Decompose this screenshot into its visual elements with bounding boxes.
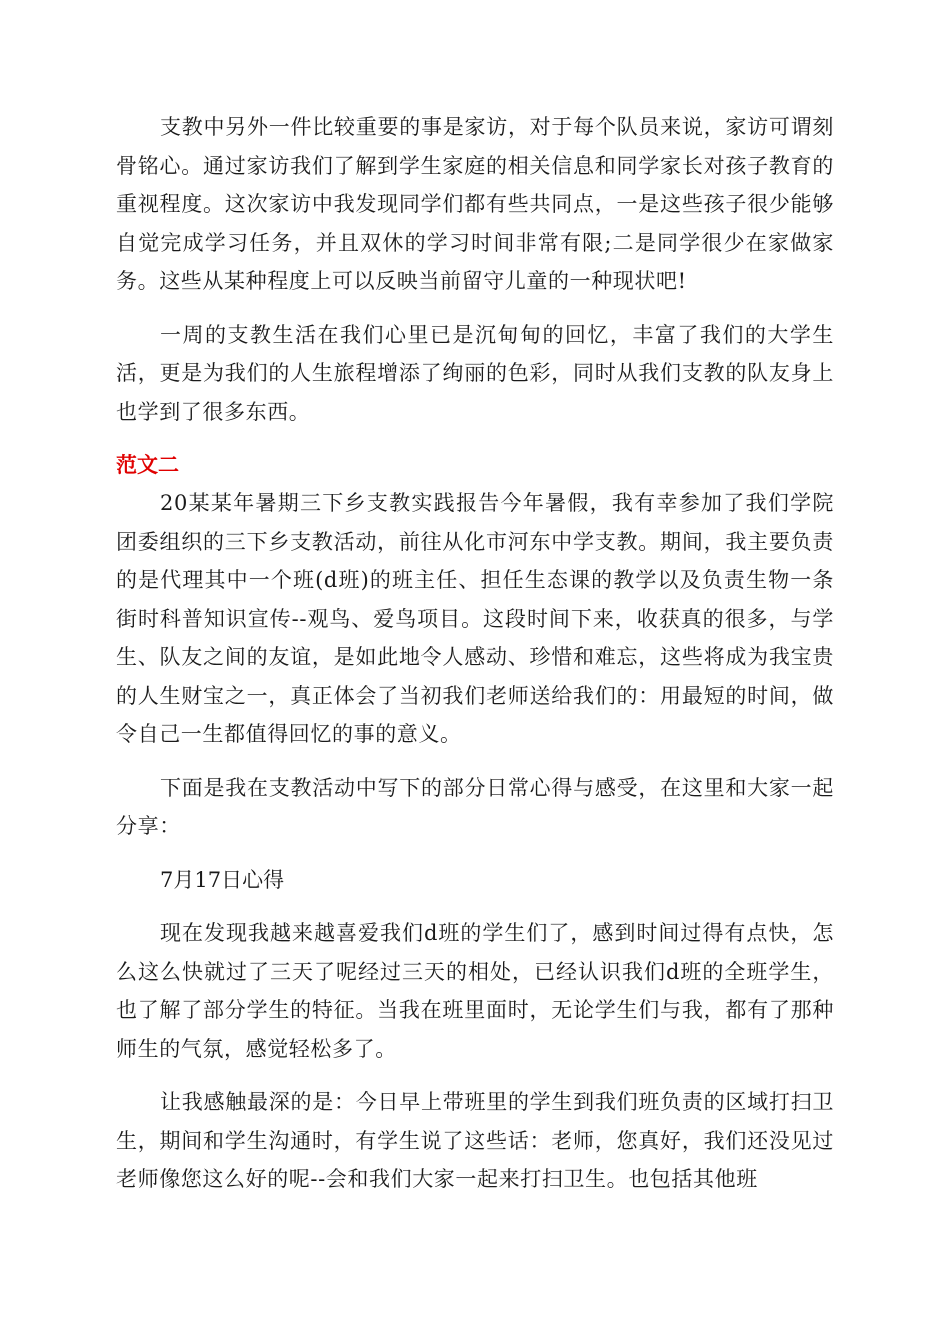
paragraph-share-intro: 下面是我在支教活动中写下的部分日常心得与感受，在这里和大家一起分享： (116, 775, 834, 838)
document-page (116, 108, 834, 1199)
diary-date-label: 7月17日心得 (160, 867, 285, 892)
paragraph-report-intro: 20某某年暑期三下乡支教实践报告今年暑假，我有幸参加了我们学院团委组织的三下乡支教活动，前往从化市河东中学支教。期间，我主要负责的是代理其中一个班(d班)的班主任、担任生态课的教学以及负责生物一条街时科普知识宣传--观鸟、爱鸟项目。这段时间下来，收获真的很多，与学生、队友之间的友谊，是如此地令人感动、珍惜和难忘，这些将成为我宝贵的人生财宝之一，真正体会了当初我们老师送给我们的：用最短的时间，做令自己一生都值得回忆的事的意义。 (116, 491, 834, 746)
paragraph-diary-1: 现在发现我越来越喜爱我们d班的学生们了，感到时间过得有点快，怎么这么快就过了三天了呢经过三天的相处，已经认识我们d班的全班学生，也了解了部分学生的特征。当我在班里面时，无论学生们与我，都有了那种师生的气氛，感觉轻松多了。 (116, 921, 834, 1061)
paragraph-week-summary: 一周的支教生活在我们心里已是沉甸甸的回忆，丰富了我们的大学生活，更是为我们的人生旅程增添了绚丽的色彩，同时从我们支教的队友身上也学到了很多东西。 (116, 322, 834, 424)
section-heading: 范文二 (116, 453, 179, 477)
paragraph-home-visit: 支教中另外一件比较重要的事是家访，对于每个队员来说，家访可谓刻骨铭心。通过家访我们了解到学生家庭的相关信息和同学家长对孩子教育的重视程度。这次家访中我发现同学们都有些共同点，一是这些孩子很少能够自觉完成学习任务，并且双休的学习时间非常有限;二是同学很少在家做家务。这些从某种程度上可以反映当前留守儿童的一种现状吧! (116, 115, 834, 293)
paragraph-diary-2: 让我感触最深的是：今日早上带班里的学生到我们班负责的区域打扫卫生，期间和学生沟通时，有学生说了这些话：老师，您真好，我们还没见过老师像您这么好的呢--会和我们大家一起来打扫卫生。也包括其他班 (116, 1090, 834, 1191)
